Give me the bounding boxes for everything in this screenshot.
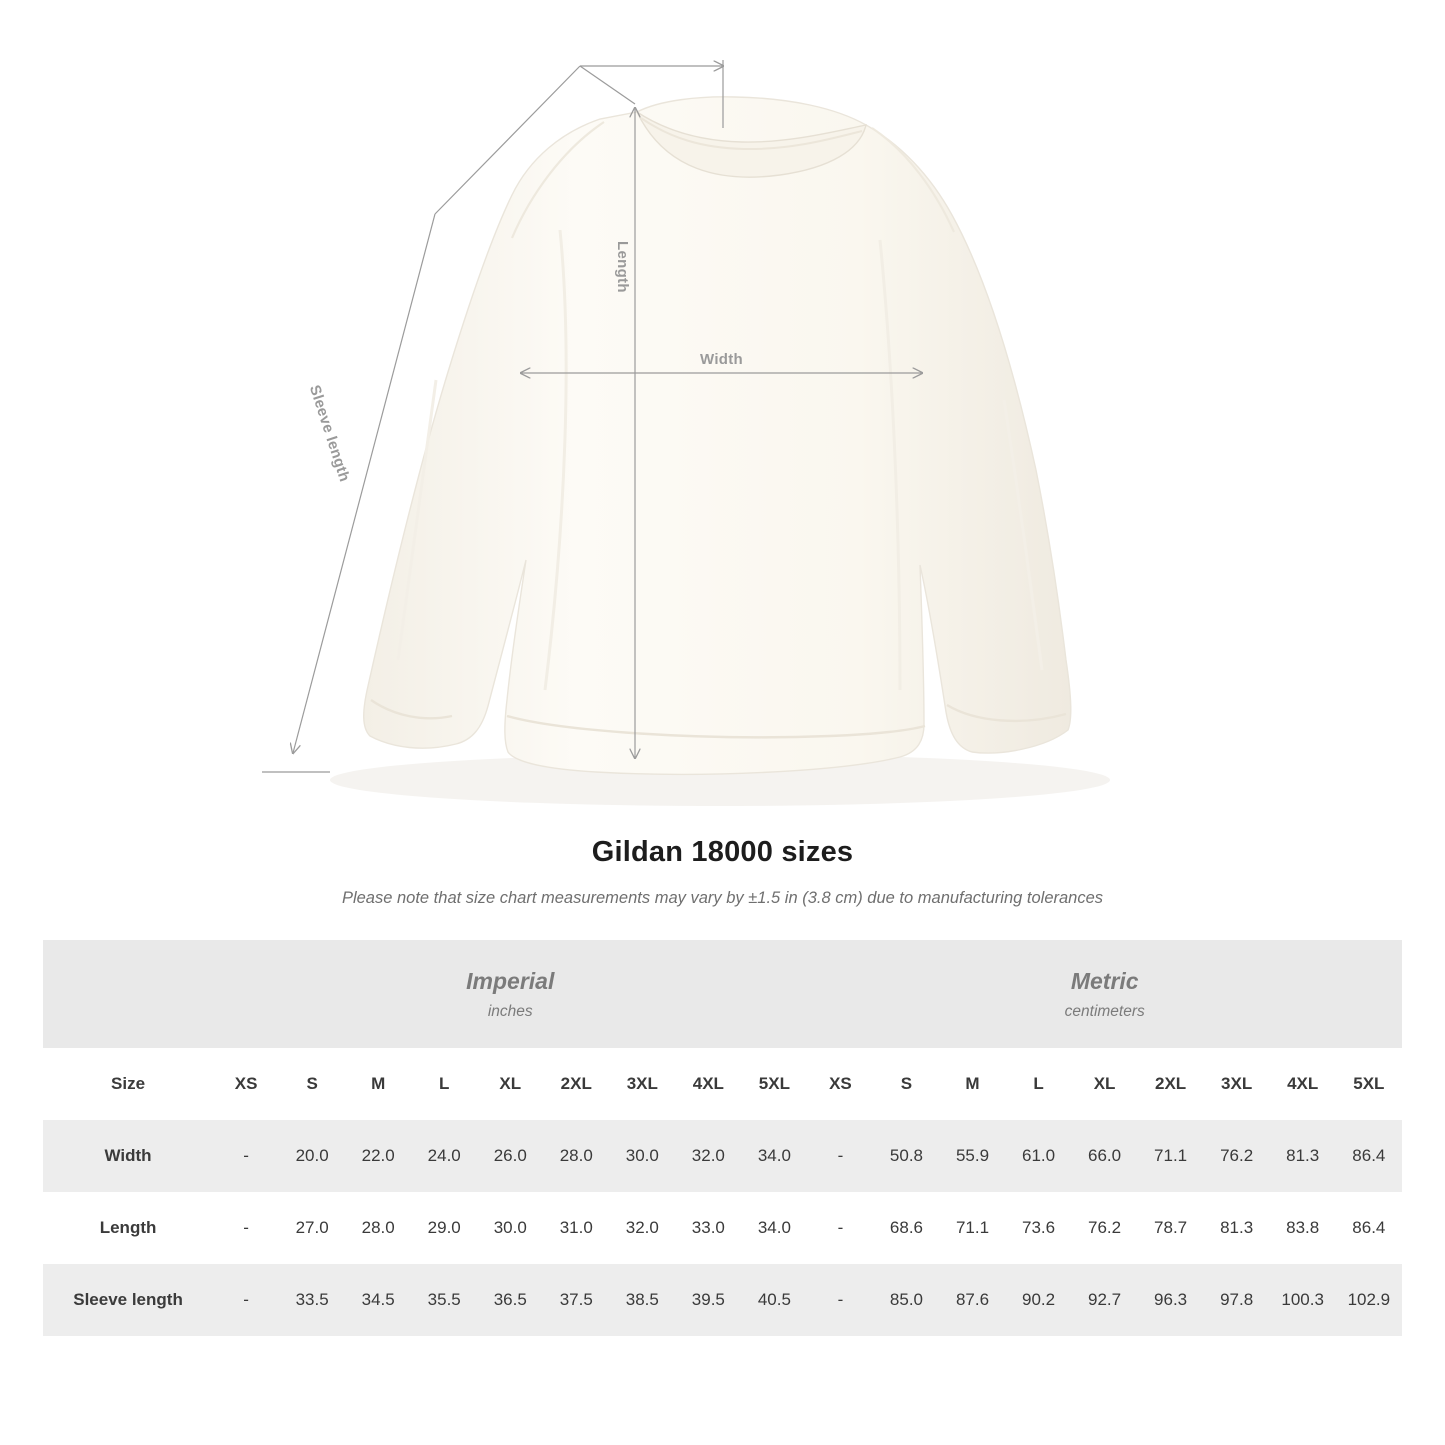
cell-sleeve-imperial-xl: 36.5	[477, 1264, 543, 1336]
cell-sleeve-imperial-4xl: 39.5	[675, 1264, 741, 1336]
length-dimension-label: Length	[614, 241, 631, 293]
size-header-row	[43, 1048, 1402, 1120]
cell-width-imperial-5xl: 34.0	[741, 1120, 807, 1192]
size-header-imperial-5xl: 5XL	[741, 1048, 807, 1120]
cell-sleeve-metric-2xl: 96.3	[1138, 1264, 1204, 1336]
size-header-metric-3xl: 3XL	[1204, 1048, 1270, 1120]
cell-length-metric-xs: -	[807, 1192, 873, 1264]
cell-length-metric-m: 71.1	[939, 1192, 1005, 1264]
cell-length-imperial-5xl: 34.0	[741, 1192, 807, 1264]
size-table-wrapper	[0, 940, 1445, 1336]
cell-width-metric-4xl: 81.3	[1270, 1120, 1336, 1192]
size-header-imperial-xs: XS	[213, 1048, 279, 1120]
cell-sleeve-metric-m: 87.6	[939, 1264, 1005, 1336]
cell-length-imperial-xl: 30.0	[477, 1192, 543, 1264]
cell-sleeve-metric-3xl: 97.8	[1204, 1264, 1270, 1336]
size-header-imperial-2xl: 2XL	[543, 1048, 609, 1120]
cell-length-metric-3xl: 81.3	[1204, 1192, 1270, 1264]
size-header-imperial-3xl: 3XL	[609, 1048, 675, 1120]
cell-width-metric-m: 55.9	[939, 1120, 1005, 1192]
cell-width-imperial-m: 22.0	[345, 1120, 411, 1192]
column-header-size: Size	[43, 1048, 213, 1120]
cell-width-imperial-l: 24.0	[411, 1120, 477, 1192]
row-label-width: Width	[43, 1120, 213, 1192]
cell-sleeve-imperial-s: 33.5	[279, 1264, 345, 1336]
size-header-metric-l: L	[1006, 1048, 1072, 1120]
cell-width-imperial-xl: 26.0	[477, 1120, 543, 1192]
cell-width-imperial-s: 20.0	[279, 1120, 345, 1192]
sleeve-length-dimension-label: Sleeve length	[305, 383, 354, 484]
unit-name-metric: Metric	[1070, 967, 1139, 994]
cell-sleeve-metric-5xl: 102.9	[1336, 1264, 1402, 1336]
cell-length-metric-5xl: 86.4	[1336, 1192, 1402, 1264]
cell-length-imperial-2xl: 31.0	[543, 1192, 609, 1264]
table-row	[43, 1192, 1402, 1264]
cell-length-metric-xl: 76.2	[1072, 1192, 1138, 1264]
cell-width-imperial-xs: -	[213, 1120, 279, 1192]
cell-sleeve-metric-s: 85.0	[873, 1264, 939, 1336]
cell-sleeve-metric-4xl: 100.3	[1270, 1264, 1336, 1336]
cell-length-metric-l: 73.6	[1006, 1192, 1072, 1264]
row-label-sleeve-length: Sleeve length	[43, 1264, 213, 1336]
cell-width-metric-xs: -	[807, 1120, 873, 1192]
cell-length-imperial-4xl: 33.0	[675, 1192, 741, 1264]
row-label-length: Length	[43, 1192, 213, 1264]
table-row	[43, 1264, 1402, 1336]
page-title: Gildan 18000 sizes	[591, 836, 854, 868]
tolerance-note: Please note that size chart measurements may vary by ±1.5 in (3.8 cm) due to manufacturing tolerances	[341, 889, 1104, 907]
unit-name-imperial: Imperial	[466, 967, 555, 994]
cell-length-metric-s: 68.6	[873, 1192, 939, 1264]
cell-sleeve-metric-xs: -	[807, 1264, 873, 1336]
cell-width-metric-3xl: 76.2	[1204, 1120, 1270, 1192]
cell-width-metric-s: 50.8	[873, 1120, 939, 1192]
cell-length-imperial-xs: -	[213, 1192, 279, 1264]
cell-sleeve-imperial-3xl: 38.5	[609, 1264, 675, 1336]
cell-width-imperial-4xl: 32.0	[675, 1120, 741, 1192]
table-row	[43, 1120, 1402, 1192]
title-block	[0, 836, 1445, 908]
cell-width-metric-xl: 66.0	[1072, 1120, 1138, 1192]
cell-width-metric-2xl: 71.1	[1138, 1120, 1204, 1192]
cell-sleeve-metric-l: 90.2	[1006, 1264, 1072, 1336]
unit-header-row	[43, 940, 1402, 1048]
size-header-imperial-s: S	[279, 1048, 345, 1120]
cell-length-metric-2xl: 78.7	[1138, 1192, 1204, 1264]
cell-width-imperial-3xl: 30.0	[609, 1120, 675, 1192]
size-table	[43, 940, 1402, 1336]
size-header-metric-xl: XL	[1072, 1048, 1138, 1120]
unit-header-metric	[807, 940, 1402, 1048]
cell-length-imperial-m: 28.0	[345, 1192, 411, 1264]
unit-sub-imperial: inches	[487, 1002, 533, 1020]
unit-header-spacer	[43, 940, 213, 1048]
cell-width-imperial-2xl: 28.0	[543, 1120, 609, 1192]
size-header-metric-m: M	[939, 1048, 1005, 1120]
cell-sleeve-metric-xl: 92.7	[1072, 1264, 1138, 1336]
cell-length-imperial-3xl: 32.0	[609, 1192, 675, 1264]
cell-sleeve-imperial-xs: -	[213, 1264, 279, 1336]
size-header-metric-5xl: 5XL	[1336, 1048, 1402, 1120]
size-header-metric-4xl: 4XL	[1270, 1048, 1336, 1120]
size-header-metric-xs: XS	[807, 1048, 873, 1120]
size-header-metric-2xl: 2XL	[1138, 1048, 1204, 1120]
cell-width-metric-5xl: 86.4	[1336, 1120, 1402, 1192]
cell-sleeve-imperial-5xl: 40.5	[741, 1264, 807, 1336]
unit-sub-metric: centimeters	[1064, 1002, 1145, 1020]
cell-sleeve-imperial-l: 35.5	[411, 1264, 477, 1336]
cell-sleeve-imperial-m: 34.5	[345, 1264, 411, 1336]
size-header-imperial-xl: XL	[477, 1048, 543, 1120]
unit-header-imperial	[213, 940, 807, 1048]
width-dimension-label: Width	[700, 351, 744, 368]
size-header-imperial-m: M	[345, 1048, 411, 1120]
cell-length-imperial-s: 27.0	[279, 1192, 345, 1264]
size-header-imperial-l: L	[411, 1048, 477, 1120]
cell-width-metric-l: 61.0	[1006, 1120, 1072, 1192]
size-header-imperial-4xl: 4XL	[675, 1048, 741, 1120]
size-header-metric-s: S	[873, 1048, 939, 1120]
cell-length-imperial-l: 29.0	[411, 1192, 477, 1264]
cell-sleeve-imperial-2xl: 37.5	[543, 1264, 609, 1336]
cell-length-metric-4xl: 83.8	[1270, 1192, 1336, 1264]
